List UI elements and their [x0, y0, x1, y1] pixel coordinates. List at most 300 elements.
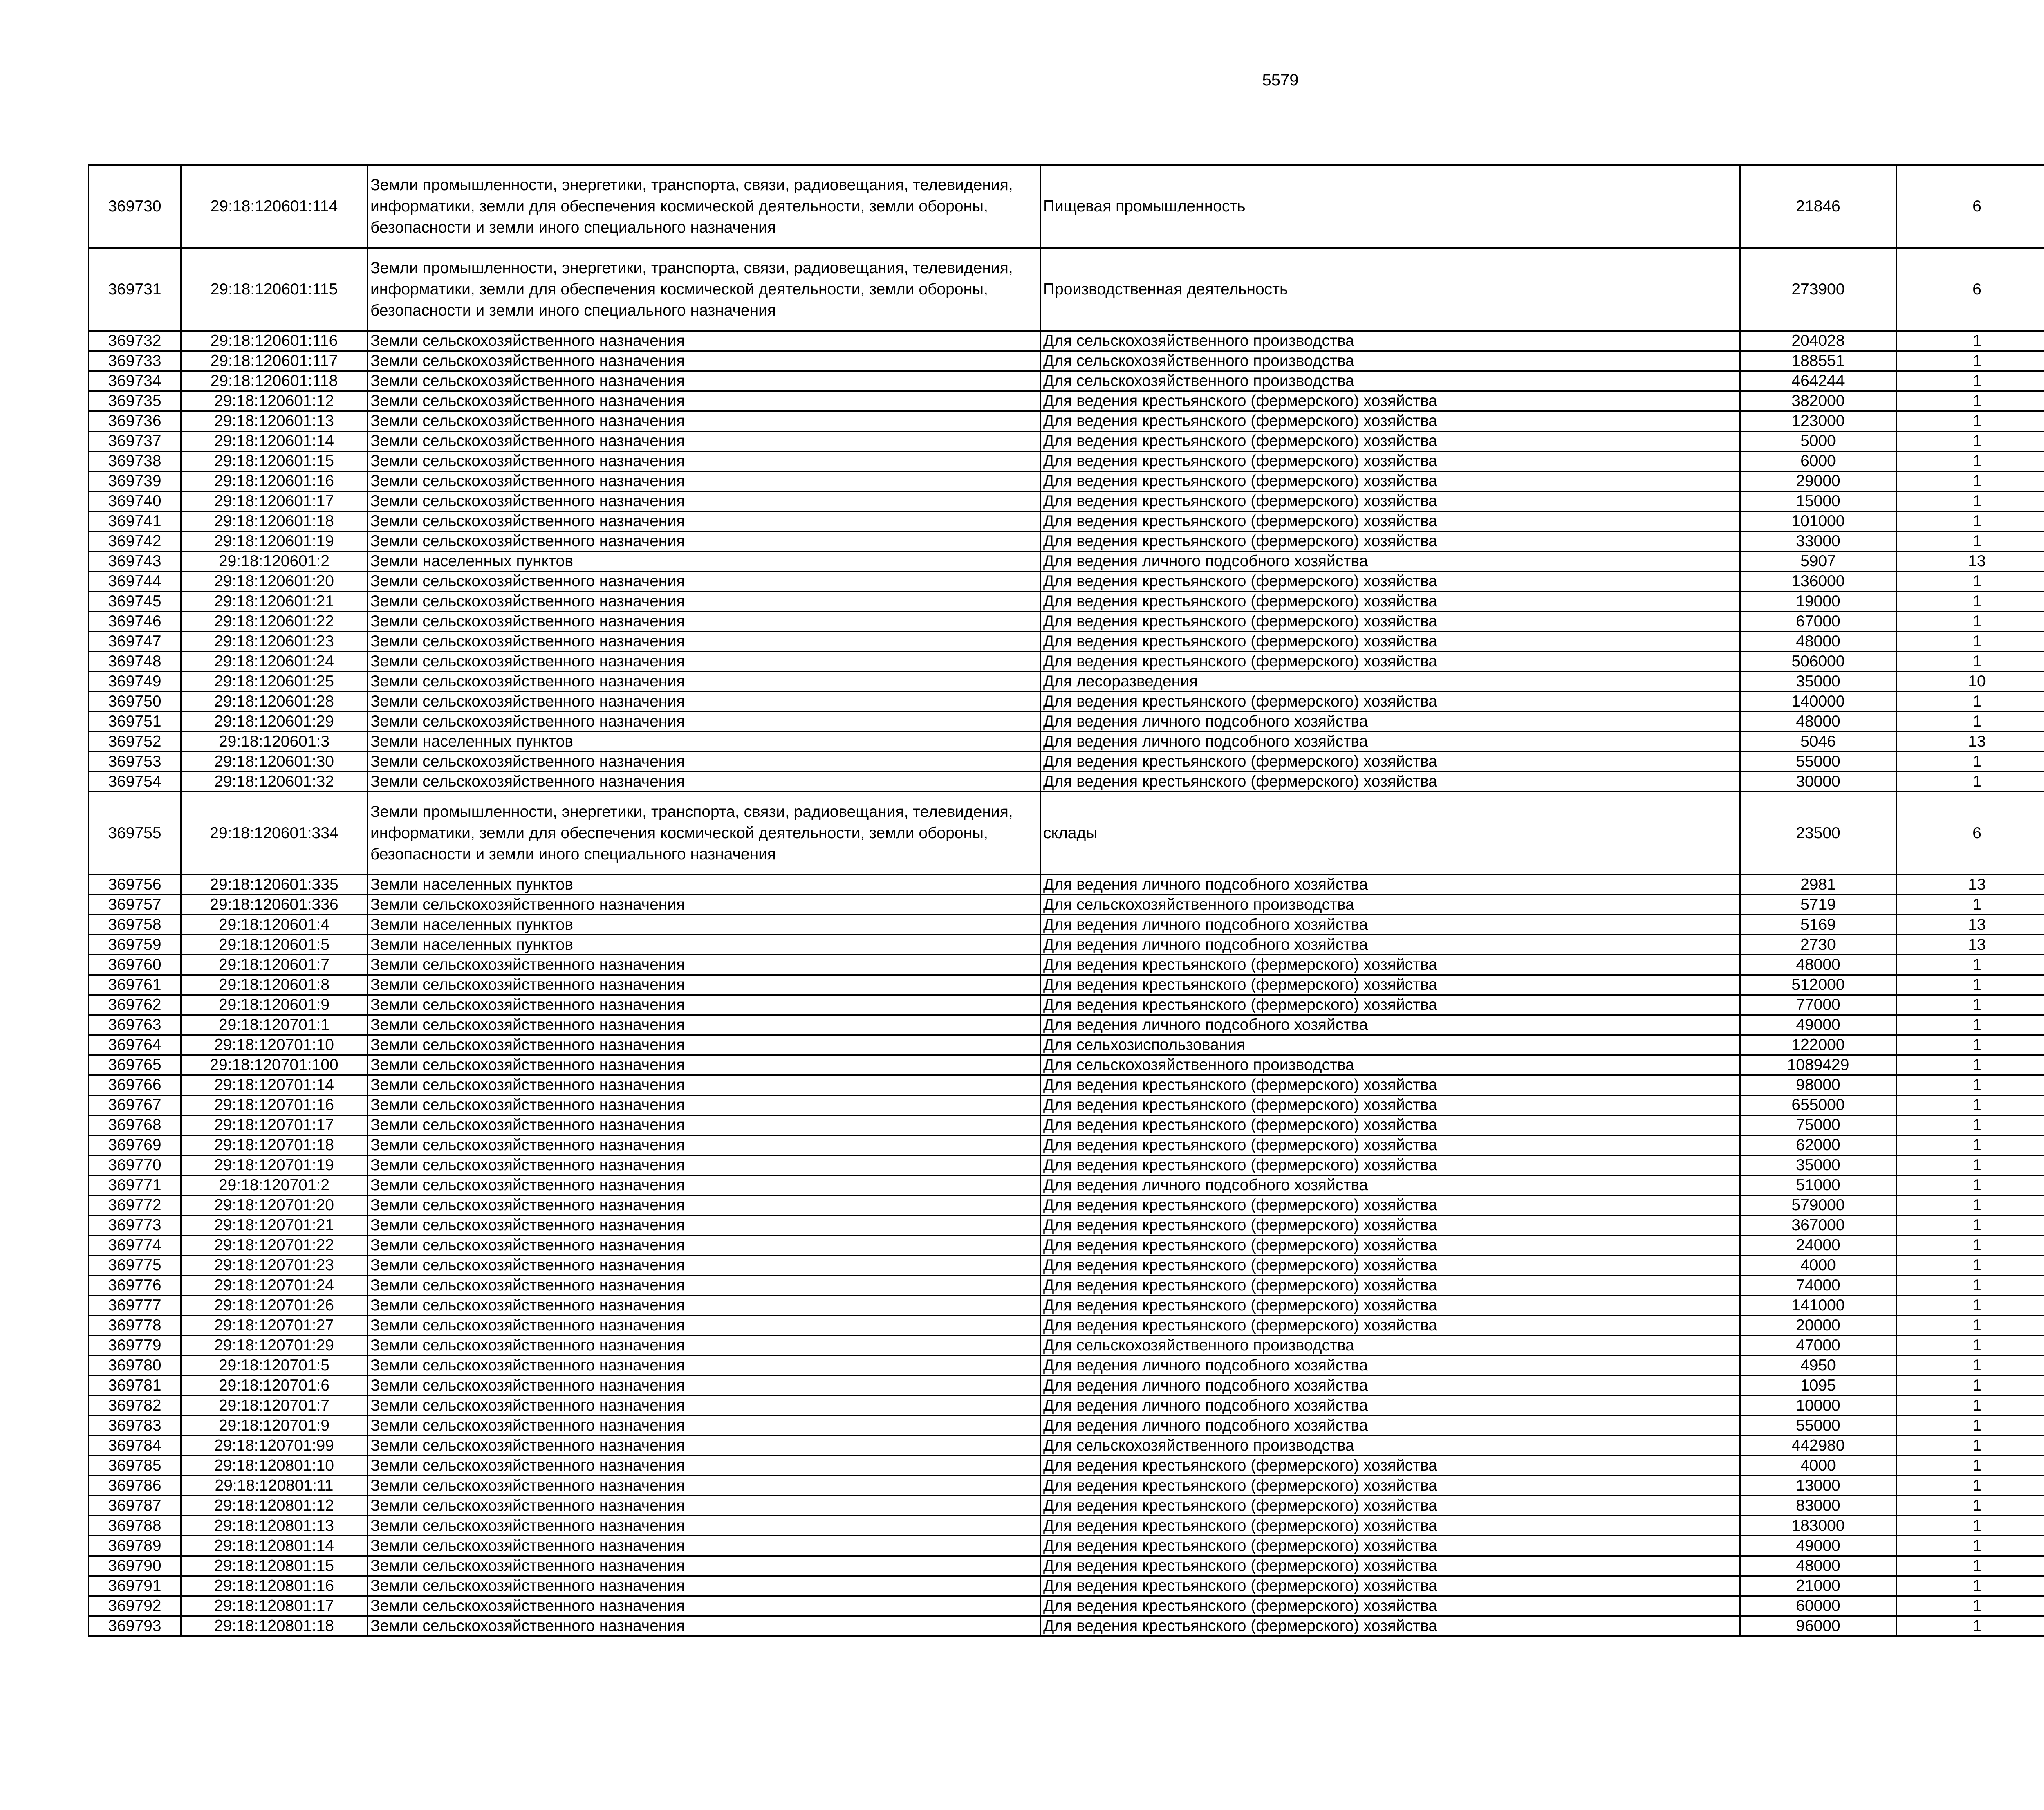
group-code-cell: 1 — [1896, 371, 2044, 391]
row-number-cell: 369777 — [89, 1296, 181, 1316]
land-category-cell: Земли сельскохозяйственного назначения — [368, 672, 1040, 692]
table-row — [89, 1596, 2044, 1616]
permitted-use-cell: Для ведения крестьянского (фермерского) хозяйства — [1040, 995, 1740, 1015]
land-category-cell: Земли сельскохозяйственного назначения — [368, 431, 1040, 451]
land-category-cell: Земли сельскохозяйственного назначения — [368, 612, 1040, 632]
group-code-cell: 1 — [1896, 1175, 2044, 1195]
row-number-cell: 369791 — [89, 1576, 181, 1596]
table-row — [89, 1516, 2044, 1536]
permitted-use-cell: Для ведения личного подсобного хозяйства — [1040, 1396, 1740, 1416]
group-code-cell: 1 — [1896, 1316, 2044, 1336]
row-number-cell: 369761 — [89, 975, 181, 995]
row-number-cell: 369741 — [89, 511, 181, 532]
cadastral-number-cell: 29:18:120601:115 — [181, 248, 368, 331]
row-number-cell: 369767 — [89, 1095, 181, 1115]
permitted-use-cell: Для ведения крестьянского (фермерского) хозяйства — [1040, 391, 1740, 411]
land-category-cell: Земли сельскохозяйственного назначения — [368, 1175, 1040, 1195]
land-category-cell: Земли сельскохозяйственного назначения — [368, 995, 1040, 1015]
row-number-cell: 369765 — [89, 1055, 181, 1075]
land-category-cell: Земли сельскохозяйственного назначения — [368, 652, 1040, 672]
permitted-use-cell: Для ведения крестьянского (фермерского) хозяйства — [1040, 955, 1740, 975]
table-row — [89, 632, 2044, 652]
area-cell: 4000 — [1740, 1256, 1896, 1276]
group-code-cell: 1 — [1896, 1216, 2044, 1236]
cadastral-number-cell: 29:18:120601:30 — [181, 752, 368, 772]
group-code-cell: 1 — [1896, 511, 2044, 532]
area-cell: 21846 — [1740, 165, 1896, 248]
table-row — [89, 995, 2044, 1015]
permitted-use-cell: Для ведения крестьянского (фермерского) хозяйства — [1040, 1216, 1740, 1236]
land-category-cell: Земли сельскохозяйственного назначения — [368, 1376, 1040, 1396]
area-cell: 2981 — [1740, 875, 1896, 895]
row-number-cell: 369747 — [89, 632, 181, 652]
permitted-use-cell: Для ведения крестьянского (фермерского) хозяйства — [1040, 975, 1740, 995]
group-code-cell: 1 — [1896, 1075, 2044, 1095]
land-category-cell: Земли сельскохозяйственного назначения — [368, 1476, 1040, 1496]
row-number-cell: 369778 — [89, 1316, 181, 1336]
table-row — [89, 1376, 2044, 1396]
area-cell: 367000 — [1740, 1216, 1896, 1236]
cadastral-number-cell: 29:18:120601:336 — [181, 895, 368, 915]
permitted-use-cell: Пищевая промышленность — [1040, 165, 1740, 248]
permitted-use-cell: Для ведения крестьянского (фермерского) хозяйства — [1040, 1296, 1740, 1316]
cadastral-number-cell: 29:18:120601:116 — [181, 331, 368, 351]
group-code-cell: 1 — [1896, 612, 2044, 632]
group-code-cell: 1 — [1896, 995, 2044, 1015]
land-category-cell: Земли сельскохозяйственного назначения — [368, 1596, 1040, 1616]
land-category-cell: Земли сельскохозяйственного назначения — [368, 692, 1040, 712]
permitted-use-cell: Для ведения крестьянского (фермерского) хозяйства — [1040, 1616, 1740, 1636]
row-number-cell: 369743 — [89, 552, 181, 572]
cadastral-number-cell: 29:18:120601:22 — [181, 612, 368, 632]
area-cell: 579000 — [1740, 1195, 1896, 1216]
cadastral-number-cell: 29:18:120601:14 — [181, 431, 368, 451]
group-code-cell: 1 — [1896, 712, 2044, 732]
area-cell: 15000 — [1740, 491, 1896, 511]
group-code-cell: 1 — [1896, 1135, 2044, 1155]
cadastral-number-cell: 29:18:120801:18 — [181, 1616, 368, 1636]
group-code-cell: 1 — [1896, 331, 2044, 351]
group-code-cell: 1 — [1896, 1616, 2044, 1636]
group-code-cell: 1 — [1896, 1496, 2044, 1516]
land-category-cell: Земли сельскохозяйственного назначения — [368, 1576, 1040, 1596]
cadastral-number-cell: 29:18:120801:12 — [181, 1496, 368, 1516]
land-category-cell: Земли сельскохозяйственного назначения — [368, 331, 1040, 351]
table-row — [89, 1536, 2044, 1556]
land-category-cell: Земли сельскохозяйственного назначения — [368, 1436, 1040, 1456]
land-category-cell: Земли сельскохозяйственного назначения — [368, 1015, 1040, 1035]
land-category-cell: Земли сельскохозяйственного назначения — [368, 1456, 1040, 1476]
permitted-use-cell: Для ведения крестьянского (фермерского) хозяйства — [1040, 572, 1740, 592]
area-cell: 21000 — [1740, 1576, 1896, 1596]
table-row — [89, 371, 2044, 391]
cadastral-number-cell: 29:18:120801:11 — [181, 1476, 368, 1496]
area-cell: 140000 — [1740, 692, 1896, 712]
group-code-cell: 1 — [1896, 1376, 2044, 1396]
group-code-cell: 13 — [1896, 915, 2044, 935]
cadastral-number-cell: 29:18:120601:2 — [181, 552, 368, 572]
row-number-cell: 369750 — [89, 692, 181, 712]
land-category-cell: Земли промышленности, энергетики, транспорта, связи, радиовещания, телевидения, информатики, земли для обеспечения космической деятельности, земли обороны, безопасности и земли иного специального назначения — [368, 165, 1040, 248]
cadastral-number-cell: 29:18:120601:12 — [181, 391, 368, 411]
row-number-cell: 369736 — [89, 411, 181, 431]
permitted-use-cell: Для ведения крестьянского (фермерского) хозяйства — [1040, 411, 1740, 431]
area-cell: 23500 — [1740, 792, 1896, 875]
cadastral-number-cell: 29:18:120801:15 — [181, 1556, 368, 1576]
row-number-cell: 369755 — [89, 792, 181, 875]
row-number-cell: 369764 — [89, 1035, 181, 1055]
permitted-use-cell: Для ведения крестьянского (фермерского) хозяйства — [1040, 1476, 1740, 1496]
table-row — [89, 331, 2044, 351]
row-number-cell: 369790 — [89, 1556, 181, 1576]
cadastral-number-cell: 29:18:120601:28 — [181, 692, 368, 712]
table-row — [89, 792, 2044, 875]
cadastral-number-cell: 29:18:120701:19 — [181, 1155, 368, 1175]
cadastral-number-cell: 29:18:120601:335 — [181, 875, 368, 895]
area-cell: 48000 — [1740, 712, 1896, 732]
area-cell: 98000 — [1740, 1075, 1896, 1095]
group-code-cell: 1 — [1896, 351, 2044, 371]
row-number-cell: 369734 — [89, 371, 181, 391]
row-number-cell: 369745 — [89, 592, 181, 612]
land-category-cell: Земли сельскохозяйственного назначения — [368, 1496, 1040, 1516]
group-code-cell: 1 — [1896, 1416, 2044, 1436]
permitted-use-cell: Для ведения крестьянского (фермерского) хозяйства — [1040, 632, 1740, 652]
area-cell: 48000 — [1740, 955, 1896, 975]
land-category-cell: Земли сельскохозяйственного назначения — [368, 1616, 1040, 1636]
table-row — [89, 772, 2044, 792]
permitted-use-cell: Для ведения крестьянского (фермерского) хозяйства — [1040, 1496, 1740, 1516]
group-code-cell: 1 — [1896, 895, 2044, 915]
permitted-use-cell: Производственная деятельность — [1040, 248, 1740, 331]
group-code-cell: 1 — [1896, 1436, 2044, 1456]
land-category-cell: Земли сельскохозяйственного назначения — [368, 632, 1040, 652]
area-cell: 5169 — [1740, 915, 1896, 935]
area-cell: 49000 — [1740, 1015, 1896, 1035]
cadastral-number-cell: 29:18:120701:10 — [181, 1035, 368, 1055]
cadastral-number-cell: 29:18:120701:9 — [181, 1416, 368, 1436]
cadastral-number-cell: 29:18:120601:17 — [181, 491, 368, 511]
table-row — [89, 1316, 2044, 1336]
group-code-cell: 1 — [1896, 1576, 2044, 1596]
group-code-cell: 13 — [1896, 552, 2044, 572]
table-row — [89, 975, 2044, 995]
group-code-cell: 1 — [1896, 752, 2044, 772]
group-code-cell: 1 — [1896, 1195, 2044, 1216]
permitted-use-cell: Для ведения личного подсобного хозяйства — [1040, 1376, 1740, 1396]
permitted-use-cell: Для ведения крестьянского (фермерского) хозяйства — [1040, 1115, 1740, 1135]
permitted-use-cell: Для ведения крестьянского (фермерского) хозяйства — [1040, 1556, 1740, 1576]
row-number-cell: 369788 — [89, 1516, 181, 1536]
page-number: 5579 — [1262, 71, 1299, 89]
cadastral-number-cell: 29:18:120701:26 — [181, 1296, 368, 1316]
land-category-cell: Земли сельскохозяйственного назначения — [368, 1115, 1040, 1135]
table-row — [89, 1416, 2044, 1436]
area-cell: 47000 — [1740, 1336, 1896, 1356]
area-cell: 141000 — [1740, 1296, 1896, 1316]
area-cell: 188551 — [1740, 351, 1896, 371]
cadastral-number-cell: 29:18:120601:25 — [181, 672, 368, 692]
land-category-cell: Земли сельскохозяйственного назначения — [368, 1416, 1040, 1436]
group-code-cell: 1 — [1896, 1516, 2044, 1536]
permitted-use-cell: Для ведения крестьянского (фермерского) хозяйства — [1040, 772, 1740, 792]
land-category-cell: Земли сельскохозяйственного назначения — [368, 1536, 1040, 1556]
cadastral-number-cell: 29:18:120701:22 — [181, 1236, 368, 1256]
area-cell: 4950 — [1740, 1356, 1896, 1376]
cadastral-number-cell: 29:18:120801:10 — [181, 1456, 368, 1476]
row-number-cell: 369772 — [89, 1195, 181, 1216]
area-cell: 30000 — [1740, 772, 1896, 792]
permitted-use-cell: Для ведения крестьянского (фермерского) хозяйства — [1040, 431, 1740, 451]
area-cell: 55000 — [1740, 752, 1896, 772]
land-category-cell: Земли сельскохозяйственного назначения — [368, 391, 1040, 411]
cadastral-number-cell: 29:18:120701:18 — [181, 1135, 368, 1155]
area-cell: 19000 — [1740, 592, 1896, 612]
permitted-use-cell: Для ведения крестьянского (фермерского) хозяйства — [1040, 1155, 1740, 1175]
table-row — [89, 431, 2044, 451]
row-number-cell: 369775 — [89, 1256, 181, 1276]
area-cell: 35000 — [1740, 672, 1896, 692]
group-code-cell: 1 — [1896, 1556, 2044, 1576]
area-cell: 101000 — [1740, 511, 1896, 532]
group-code-cell: 1 — [1896, 1276, 2044, 1296]
cadastral-number-cell: 29:18:120601:4 — [181, 915, 368, 935]
cadastral-number-cell: 29:18:120601:32 — [181, 772, 368, 792]
permitted-use-cell: Для ведения личного подсобного хозяйства — [1040, 1356, 1740, 1376]
table-row — [89, 511, 2044, 532]
permitted-use-cell: Для ведения крестьянского (фермерского) хозяйства — [1040, 532, 1740, 552]
cadastral-number-cell: 29:18:120601:20 — [181, 572, 368, 592]
area-cell: 55000 — [1740, 1416, 1896, 1436]
cadastral-number-cell: 29:18:120701:23 — [181, 1256, 368, 1276]
group-code-cell: 1 — [1896, 431, 2044, 451]
cadastral-number-cell: 29:18:120601:16 — [181, 471, 368, 491]
row-number-cell: 369776 — [89, 1276, 181, 1296]
land-category-cell: Земли сельскохозяйственного назначения — [368, 411, 1040, 431]
table-row — [89, 1296, 2044, 1316]
area-cell: 5719 — [1740, 895, 1896, 915]
land-category-cell: Земли сельскохозяйственного назначения — [368, 975, 1040, 995]
table-row — [89, 1035, 2044, 1055]
group-code-cell: 6 — [1896, 792, 2044, 875]
cadastral-number-cell: 29:18:120701:14 — [181, 1075, 368, 1095]
row-number-cell: 369748 — [89, 652, 181, 672]
row-number-cell: 369758 — [89, 915, 181, 935]
land-category-cell: Земли населенных пунктов — [368, 875, 1040, 895]
land-category-cell: Земли сельскохозяйственного назначения — [368, 1236, 1040, 1256]
cadastral-number-cell: 29:18:120701:7 — [181, 1396, 368, 1416]
table-row — [89, 1336, 2044, 1356]
group-code-cell: 1 — [1896, 1155, 2044, 1175]
area-cell: 273900 — [1740, 248, 1896, 331]
area-cell: 48000 — [1740, 632, 1896, 652]
area-cell: 655000 — [1740, 1095, 1896, 1115]
permitted-use-cell: Для ведения крестьянского (фермерского) хозяйства — [1040, 1095, 1740, 1115]
table-row — [89, 1095, 2044, 1115]
area-cell: 60000 — [1740, 1596, 1896, 1616]
cadastral-number-cell: 29:18:120601:23 — [181, 632, 368, 652]
row-number-cell: 369737 — [89, 431, 181, 451]
permitted-use-cell: Для сельхозиспользования — [1040, 1035, 1740, 1055]
cadastral-number-cell: 29:18:120601:118 — [181, 371, 368, 391]
row-number-cell: 369752 — [89, 732, 181, 752]
land-category-cell: Земли сельскохозяйственного назначения — [368, 1256, 1040, 1276]
row-number-cell: 369753 — [89, 752, 181, 772]
row-number-cell: 369766 — [89, 1075, 181, 1095]
group-code-cell: 1 — [1896, 1095, 2044, 1115]
group-code-cell: 1 — [1896, 1536, 2044, 1556]
row-number-cell: 369770 — [89, 1155, 181, 1175]
group-code-cell: 1 — [1896, 532, 2044, 552]
area-cell: 4000 — [1740, 1456, 1896, 1476]
land-category-cell: Земли сельскохозяйственного назначения — [368, 511, 1040, 532]
permitted-use-cell: Для лесоразведения — [1040, 672, 1740, 692]
cadastral-number-cell: 29:18:120701:2 — [181, 1175, 368, 1195]
group-code-cell: 6 — [1896, 165, 2044, 248]
table-row — [89, 1496, 2044, 1516]
table-row — [89, 1115, 2044, 1135]
permitted-use-cell: Для ведения личного подсобного хозяйства — [1040, 1175, 1740, 1195]
area-cell: 1089429 — [1740, 1055, 1896, 1075]
land-category-cell: Земли населенных пунктов — [368, 935, 1040, 955]
table-row — [89, 1476, 2044, 1496]
cadastral-number-cell: 29:18:120601:15 — [181, 451, 368, 471]
table-row — [89, 1195, 2044, 1216]
land-category-cell: Земли сельскохозяйственного назначения — [368, 1516, 1040, 1536]
area-cell: 49000 — [1740, 1536, 1896, 1556]
group-code-cell: 1 — [1896, 1336, 2044, 1356]
land-category-cell: Земли сельскохозяйственного назначения — [368, 1195, 1040, 1216]
cadastral-number-cell: 29:18:120601:8 — [181, 975, 368, 995]
cadastral-number-cell: 29:18:120701:16 — [181, 1095, 368, 1115]
cadastral-number-cell: 29:18:120801:17 — [181, 1596, 368, 1616]
land-category-cell: Земли населенных пунктов — [368, 552, 1040, 572]
area-cell: 183000 — [1740, 1516, 1896, 1536]
land-category-cell: Земли сельскохозяйственного назначения — [368, 1316, 1040, 1336]
table-row — [89, 895, 2044, 915]
cadastral-number-cell: 29:18:120601:18 — [181, 511, 368, 532]
cadastral-number-cell: 29:18:120701:100 — [181, 1055, 368, 1075]
group-code-cell: 1 — [1896, 1115, 2044, 1135]
table-row — [89, 955, 2044, 975]
table-row — [89, 1276, 2044, 1296]
table-row — [89, 1175, 2044, 1195]
area-cell: 29000 — [1740, 471, 1896, 491]
row-number-cell: 369739 — [89, 471, 181, 491]
area-cell: 5907 — [1740, 552, 1896, 572]
land-category-cell: Земли населенных пунктов — [368, 915, 1040, 935]
group-code-cell: 1 — [1896, 975, 2044, 995]
area-cell: 5046 — [1740, 732, 1896, 752]
table-row — [89, 672, 2044, 692]
permitted-use-cell: Для ведения крестьянского (фермерского) хозяйства — [1040, 1516, 1740, 1536]
group-code-cell: 1 — [1896, 1596, 2044, 1616]
row-number-cell: 369763 — [89, 1015, 181, 1035]
permitted-use-cell: Для ведения крестьянского (фермерского) хозяйства — [1040, 1536, 1740, 1556]
group-code-cell: 1 — [1896, 391, 2044, 411]
permitted-use-cell: Для ведения крестьянского (фермерского) хозяйства — [1040, 612, 1740, 632]
area-cell: 136000 — [1740, 572, 1896, 592]
permitted-use-cell: Для сельскохозяйственного производства — [1040, 331, 1740, 351]
area-cell: 13000 — [1740, 1476, 1896, 1496]
table-row — [89, 1256, 2044, 1276]
land-category-cell: Земли сельскохозяйственного назначения — [368, 752, 1040, 772]
table-row — [89, 572, 2044, 592]
table-row — [89, 1576, 2044, 1596]
land-category-cell: Земли сельскохозяйственного назначения — [368, 1396, 1040, 1416]
table-row — [89, 915, 2044, 935]
cadastral-number-cell: 29:18:120601:19 — [181, 532, 368, 552]
row-number-cell: 369786 — [89, 1476, 181, 1496]
area-cell: 24000 — [1740, 1236, 1896, 1256]
row-number-cell: 369793 — [89, 1616, 181, 1636]
row-number-cell: 369746 — [89, 612, 181, 632]
land-category-cell: Земли сельскохозяйственного назначения — [368, 1296, 1040, 1316]
group-code-cell: 1 — [1896, 1296, 2044, 1316]
group-code-cell: 1 — [1896, 1356, 2044, 1376]
area-cell: 2730 — [1740, 935, 1896, 955]
cadastral-number-cell: 29:18:120601:29 — [181, 712, 368, 732]
row-number-cell: 369759 — [89, 935, 181, 955]
permitted-use-cell: склады — [1040, 792, 1740, 875]
cadastral-number-cell: 29:18:120701:17 — [181, 1115, 368, 1135]
row-number-cell: 369733 — [89, 351, 181, 371]
permitted-use-cell: Для ведения крестьянского (фермерского) хозяйства — [1040, 1316, 1740, 1336]
row-number-cell: 369735 — [89, 391, 181, 411]
permitted-use-cell: Для ведения личного подсобного хозяйства — [1040, 552, 1740, 572]
row-number-cell: 369744 — [89, 572, 181, 592]
permitted-use-cell: Для ведения крестьянского (фермерского) хозяйства — [1040, 491, 1740, 511]
land-category-cell: Земли сельскохозяйственного назначения — [368, 1276, 1040, 1296]
table-row — [89, 351, 2044, 371]
cadastral-number-cell: 29:18:120601:114 — [181, 165, 368, 248]
group-code-cell: 1 — [1896, 652, 2044, 672]
group-code-cell: 1 — [1896, 1456, 2044, 1476]
area-cell: 512000 — [1740, 975, 1896, 995]
row-number-cell: 369751 — [89, 712, 181, 732]
area-cell: 382000 — [1740, 391, 1896, 411]
cadastral-number-cell: 29:18:120701:27 — [181, 1316, 368, 1336]
permitted-use-cell: Для сельскохозяйственного производства — [1040, 371, 1740, 391]
table-row — [89, 1356, 2044, 1376]
land-category-cell: Земли сельскохозяйственного назначения — [368, 1336, 1040, 1356]
permitted-use-cell: Для ведения крестьянского (фермерского) хозяйства — [1040, 1236, 1740, 1256]
permitted-use-cell: Для ведения крестьянского (фермерского) хозяйства — [1040, 1195, 1740, 1216]
table-row — [89, 1135, 2044, 1155]
table-row — [89, 1055, 2044, 1075]
land-category-cell: Земли промышленности, энергетики, транспорта, связи, радиовещания, телевидения, информатики, земли для обеспечения космической деятельности, земли обороны, безопасности и земли иного специального назначения — [368, 792, 1040, 875]
permitted-use-cell: Для сельскохозяйственного производства — [1040, 351, 1740, 371]
table-row — [89, 875, 2044, 895]
land-category-cell: Земли сельскохозяйственного назначения — [368, 955, 1040, 975]
row-number-cell: 369768 — [89, 1115, 181, 1135]
group-code-cell: 6 — [1896, 248, 2044, 331]
land-category-cell: Земли сельскохозяйственного назначения — [368, 371, 1040, 391]
cadastral-number-cell: 29:18:120701:99 — [181, 1436, 368, 1456]
table-row — [89, 532, 2044, 552]
land-category-cell: Земли сельскохозяйственного назначения — [368, 532, 1040, 552]
row-number-cell: 369754 — [89, 772, 181, 792]
land-category-cell: Земли сельскохозяйственного назначения — [368, 1095, 1040, 1115]
land-category-cell: Земли сельскохозяйственного назначения — [368, 491, 1040, 511]
group-code-cell: 1 — [1896, 1015, 2044, 1035]
group-code-cell: 1 — [1896, 955, 2044, 975]
land-category-cell: Земли сельскохозяйственного назначения — [368, 451, 1040, 471]
permitted-use-cell: Для сельскохозяйственного производства — [1040, 895, 1740, 915]
table-row — [89, 612, 2044, 632]
permitted-use-cell: Для ведения крестьянского (фермерского) хозяйства — [1040, 1135, 1740, 1155]
cadastral-number-cell: 29:18:120601:13 — [181, 411, 368, 431]
